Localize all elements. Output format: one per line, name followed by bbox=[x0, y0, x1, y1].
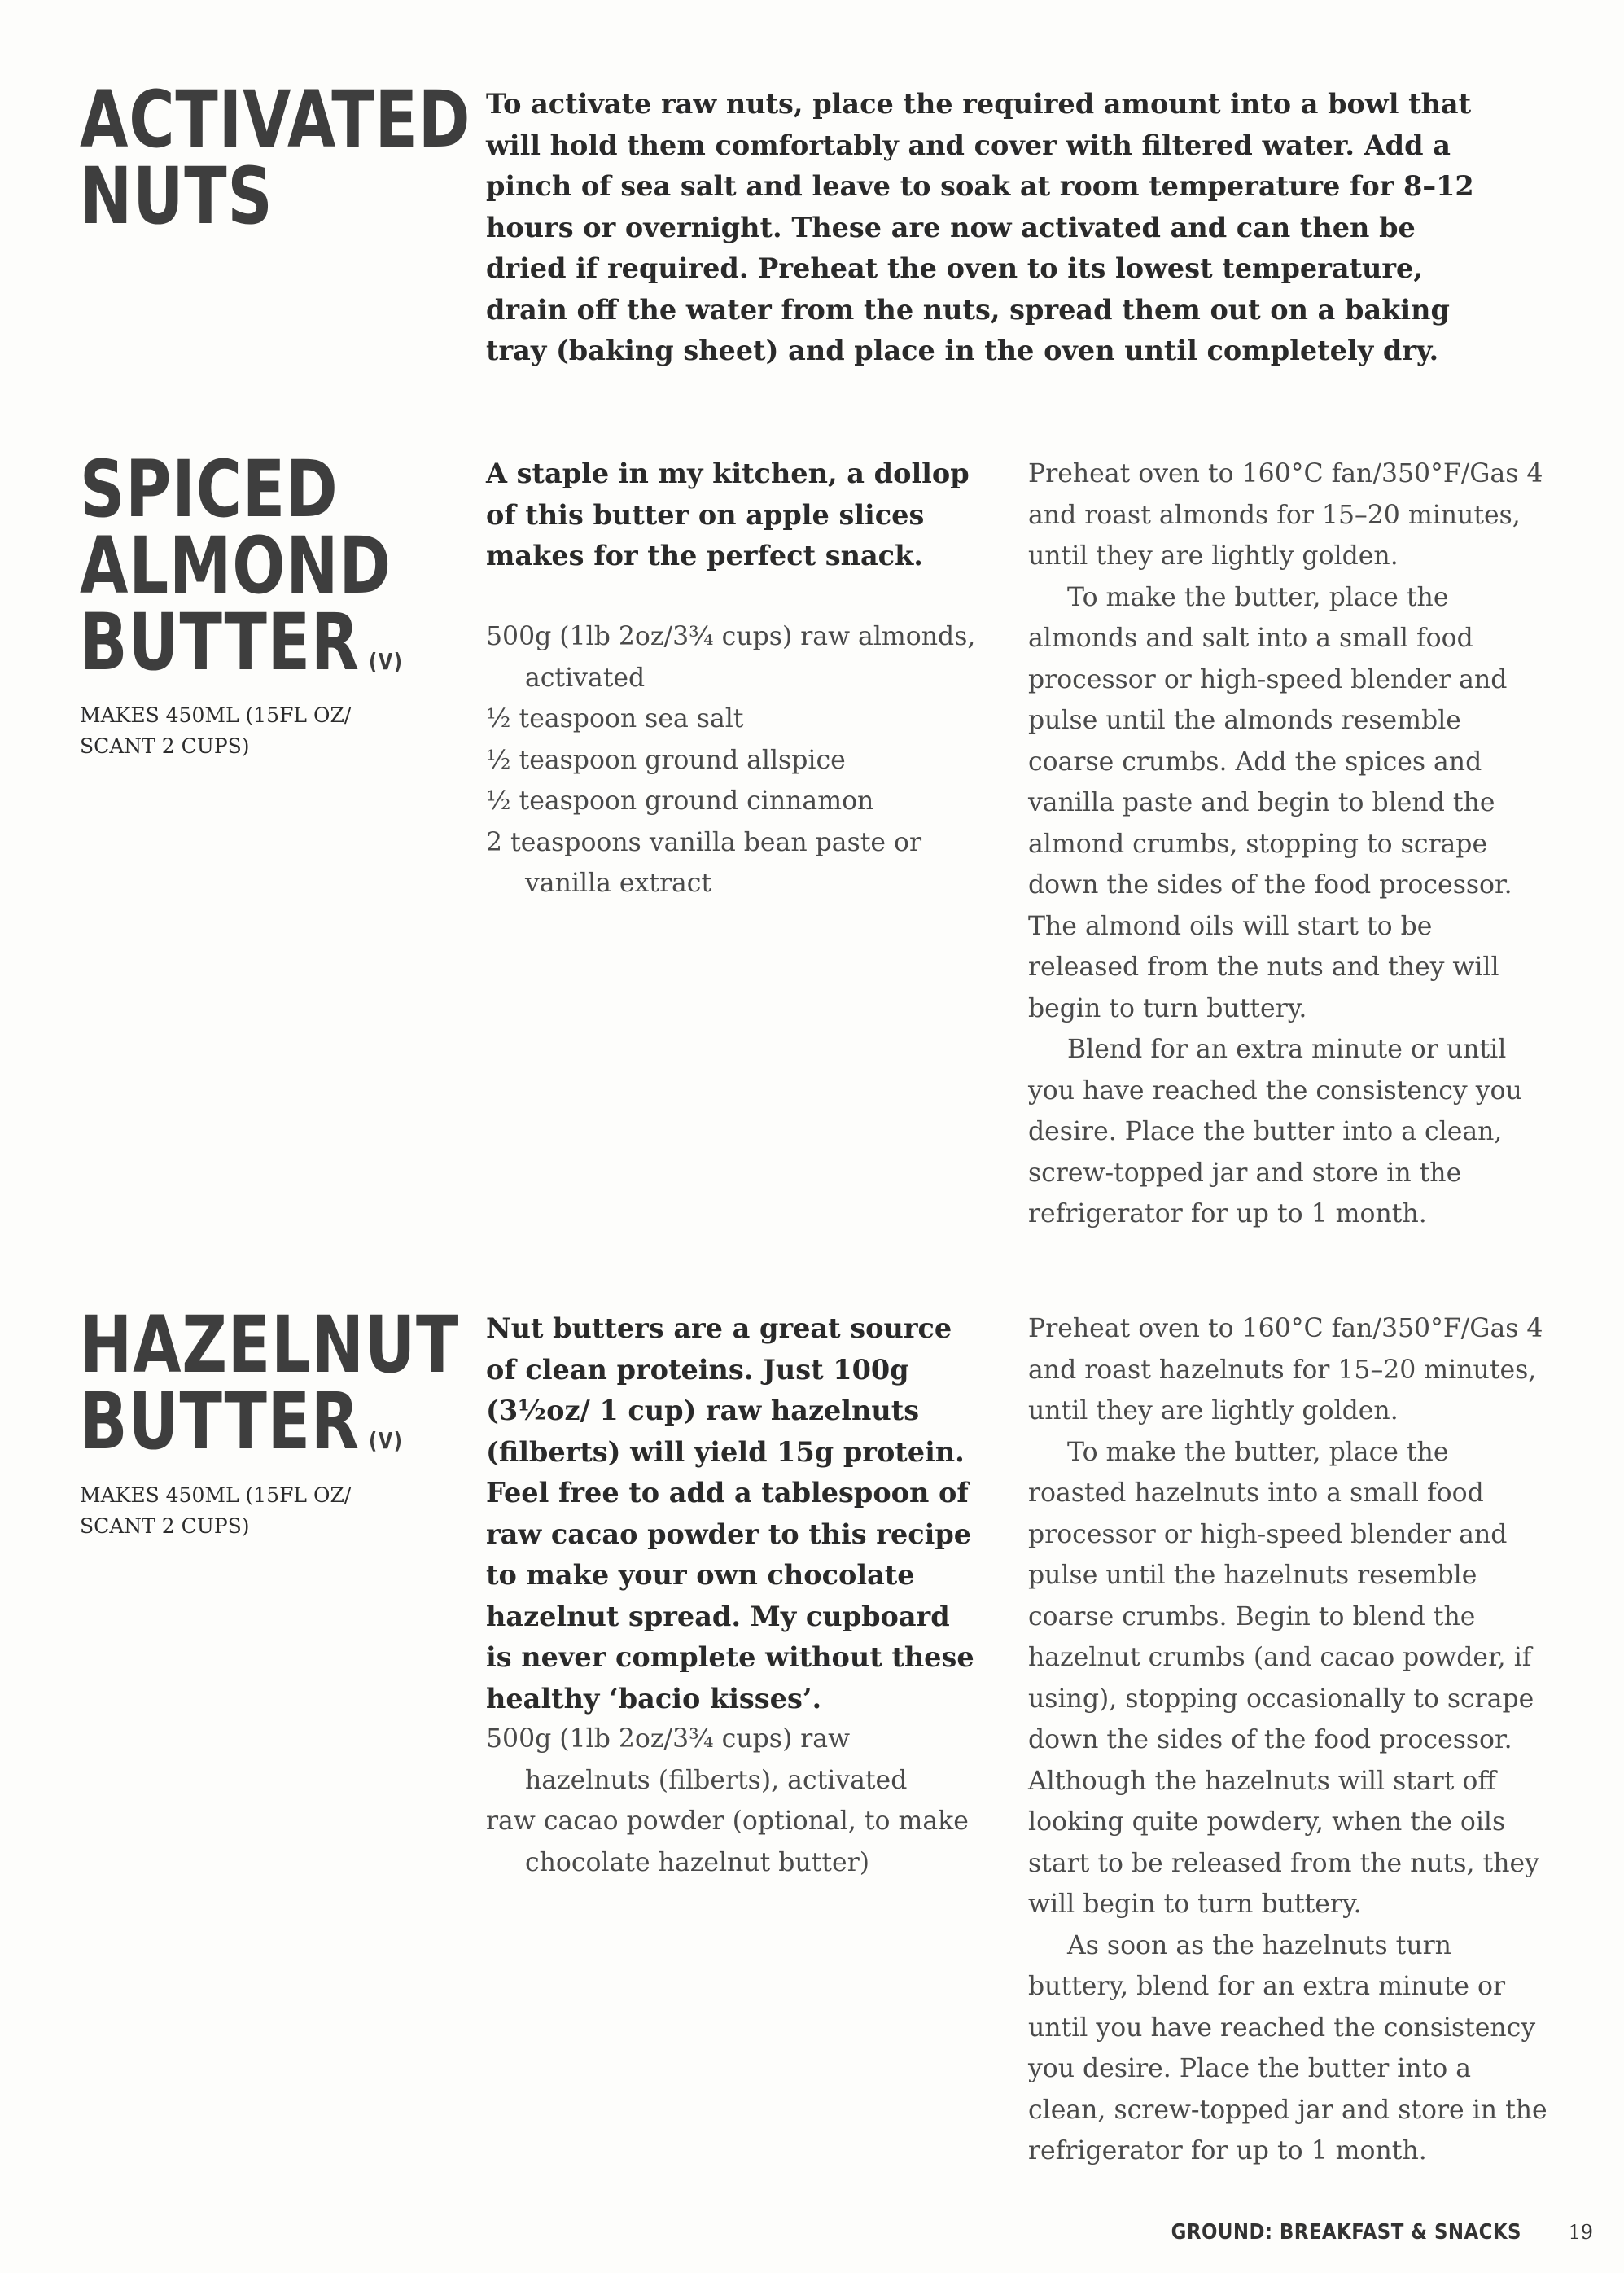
vegan-tag: (V) bbox=[369, 648, 404, 675]
ingredient-item: ½ teaspoon ground allspice bbox=[486, 745, 846, 775]
almond-yield: MAKES 450ML (15FL OZ/ SCANT 2 CUPS) bbox=[80, 703, 352, 758]
hazelnut-butter-title bbox=[80, 1299, 460, 1479]
hazelnut-intro: Nut butters are a great source of clean proteins. Just 100g (3½oz/ 1 cup) raw hazelnuts (filberts) will yield 15g protein. Feel free to add a tablespoon of raw cacao powder to this recipe to make your own chocolate hazelnut spread. My cupboard is never complete without these healthy ‘bacio kisses’. bbox=[486, 1312, 974, 1715]
spiced-almond-butter-title bbox=[80, 444, 404, 700]
method-paragraph: As soon as the hazelnuts turn buttery, blend for an extra minute or until you have reached the consistency you desire. Place the butter into a clean, screw-topped jar and store in the refrigerator for up to 1 month. bbox=[1028, 1930, 1547, 2166]
activated-nuts-title bbox=[80, 74, 471, 242]
footer-section-label: GROUND: BREAKFAST & SNACKS bbox=[1171, 2220, 1521, 2245]
ingredient-item: ½ teaspoon ground cinnamon bbox=[486, 786, 874, 816]
page-footer bbox=[1123, 2220, 1593, 2245]
almond-ingredients-list bbox=[486, 616, 983, 904]
ingredient-item: 500g (1lb 2oz/3¾ cups) raw almonds, activated bbox=[486, 622, 976, 693]
title-line: NUTS bbox=[80, 151, 274, 242]
method-paragraph: To make the butter, place the roasted hazelnuts into a small food processor or high-speed blender and pulse until the hazelnuts resemble coarse crumbs. Begin to blend the hazelnut crumbs (and cacao powder, if using), stopping occasionally to scrape down the sides of the food processor. Although the hazelnuts will start off looking quite powdery, when the oils start to be released from the nuts, they will begin to turn buttery. bbox=[1028, 1437, 1539, 1919]
almond-intro: A staple in my kitchen, a dollop of this butter on apple slices makes for the perfect snack. bbox=[486, 458, 970, 572]
ingredient-item: 2 teaspoons vanilla bean paste or vanilla extract bbox=[486, 827, 922, 898]
almond-method bbox=[1028, 453, 1549, 1235]
title-line: HAZELNUT bbox=[80, 1299, 460, 1391]
title-line: SPICED bbox=[80, 444, 339, 535]
vegan-tag: (V) bbox=[369, 1427, 404, 1454]
hazelnut-yield: MAKES 450ML (15FL OZ/ SCANT 2 CUPS) bbox=[80, 1483, 352, 1538]
title-line: BUTTER bbox=[80, 1376, 360, 1467]
method-paragraph: Preheat oven to 160°C fan/350°F/Gas 4 and roast hazelnuts for 15–20 minutes, until they are lightly golden. bbox=[1028, 1314, 1543, 1426]
method-paragraph: Blend for an extra minute or until you have reached the consistency you desire. Place the butter into a clean, screw-topped jar and store in the refrigerator for up to 1 month. bbox=[1028, 1035, 1522, 1228]
title-line: ALMOND bbox=[80, 520, 392, 611]
hazelnut-ingredients-list bbox=[486, 1719, 983, 1883]
ingredient-item: raw cacao powder (optional, to make chocolate hazelnut butter) bbox=[486, 1807, 969, 1877]
method-paragraph: To make the butter, place the almonds and salt into a small food processor or high-speed blender and pulse until the almonds resemble coarse crumbs. Add the spices and vanilla paste and begin to blend the almond crumbs, stopping to scrape down the sides of the food processor. The almond oils will start to be released from the nuts and they will begin to turn buttery. bbox=[1028, 582, 1512, 1023]
page-number: 19 bbox=[1568, 2221, 1593, 2244]
title-line: BUTTER bbox=[80, 597, 360, 688]
activated-nuts-intro: To activate raw nuts, place the required amount into a bowl that will hold them comfortably and cover with filtered water. Add a pinch of sea salt and leave to soak at room temperature for 8–12 hours or overnight. These are now activated and can then be dried if required. Preheat the oven to its lowest temperature, drain off the water from the nuts, spread them out on a baking tray (baking sheet) and place in the oven until completely dry. bbox=[486, 88, 1474, 366]
title-line: ACTIVATED bbox=[80, 74, 471, 165]
ingredient-item: ½ teaspoon sea salt bbox=[486, 704, 744, 734]
ingredient-item: 500g (1lb 2oz/3¾ cups) raw hazelnuts (filberts), activated bbox=[486, 1724, 908, 1795]
hazelnut-method bbox=[1028, 1308, 1549, 2172]
method-paragraph: Preheat oven to 160°C fan/350°F/Gas 4 and roast almonds for 15–20 minutes, until they are lightly golden. bbox=[1028, 459, 1543, 571]
